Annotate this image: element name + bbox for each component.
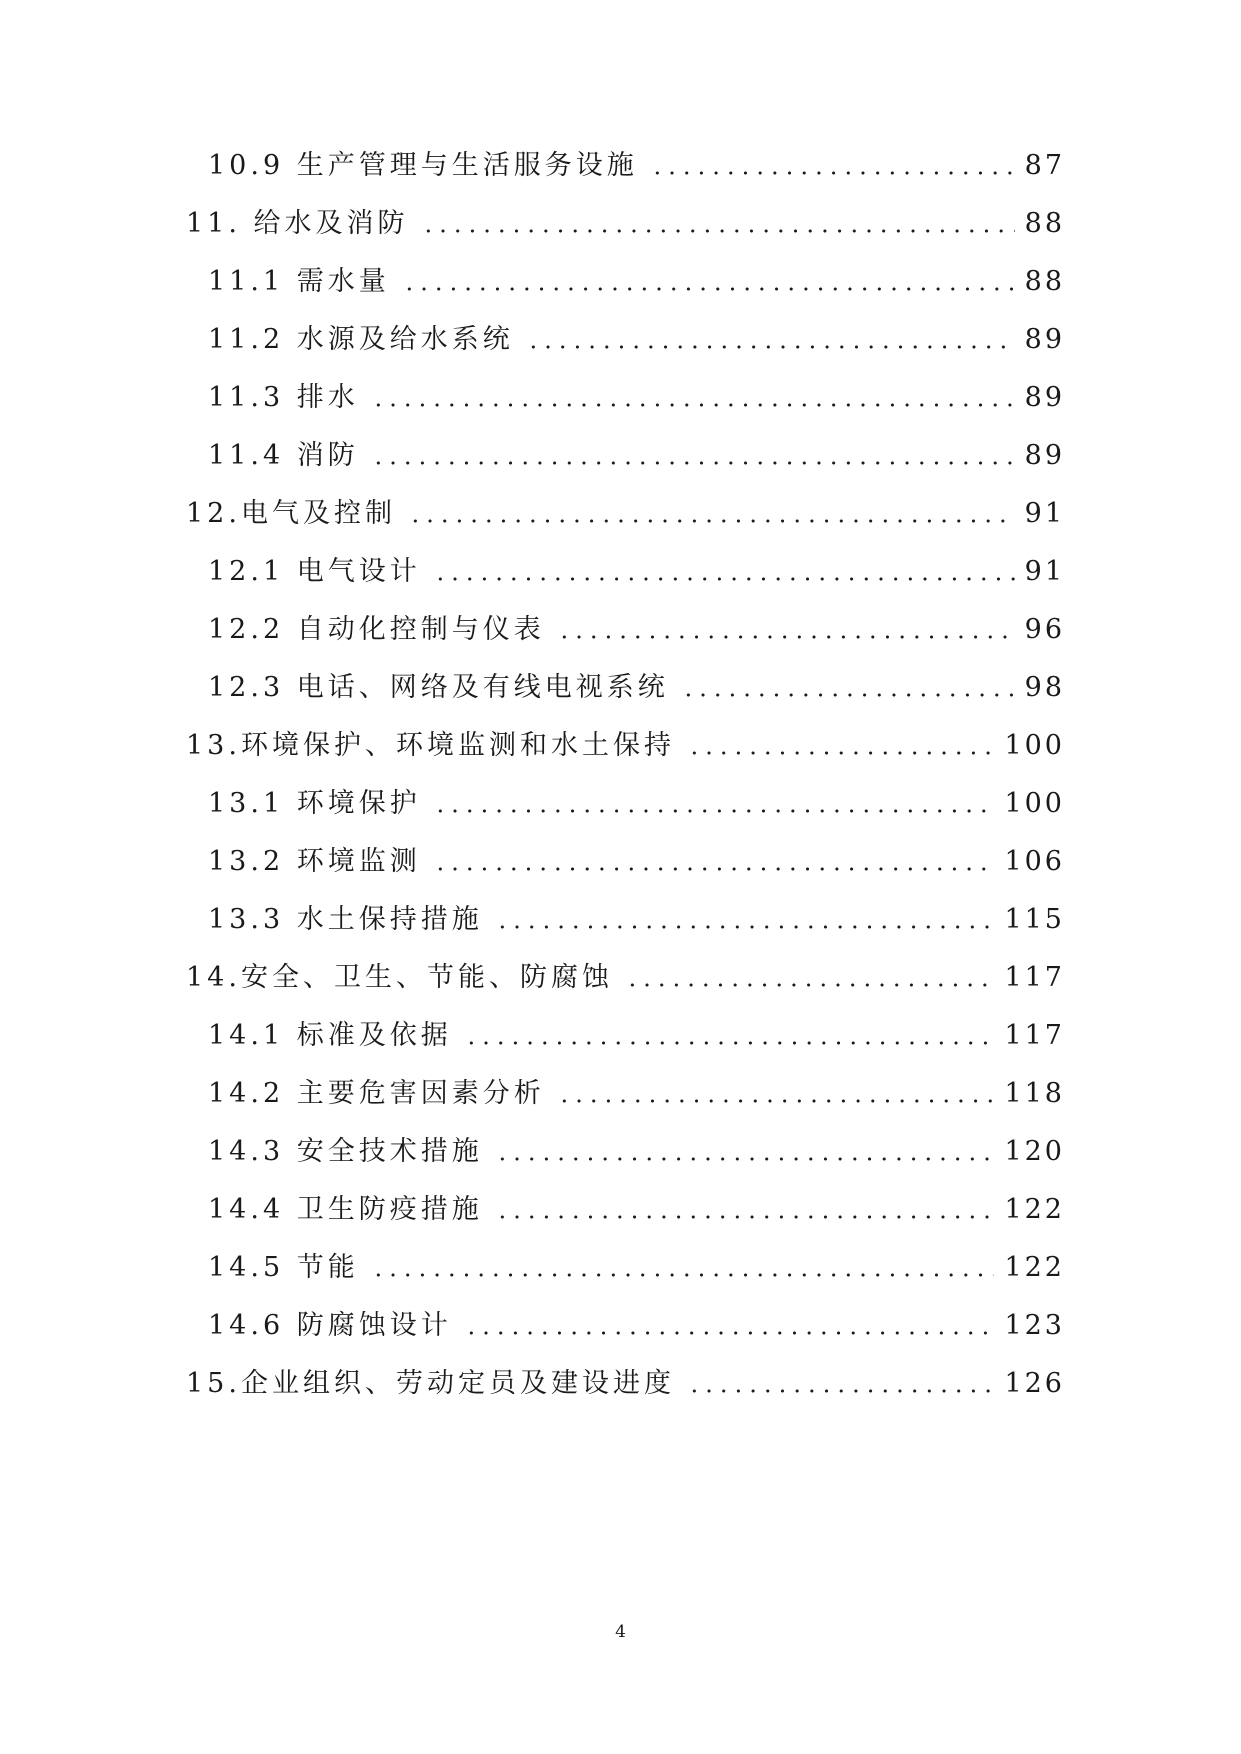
toc-entry[interactable]	[0, 262, 1241, 302]
toc-entry-title: 14.2 主要危害因素分析	[208, 1074, 551, 1114]
toc-entry[interactable]	[0, 610, 1241, 650]
toc-entry-title: 12.2 自动化控制与仪表	[208, 610, 551, 650]
toc-dot-leader	[495, 925, 995, 929]
toc-entry-title: 13.环境保护、环境监测和水土保持	[186, 726, 681, 766]
toc-entry[interactable]	[0, 1016, 1241, 1056]
toc-dot-leader	[625, 983, 995, 987]
toc-entry-page: 88	[1021, 262, 1065, 302]
toc-entry-page: 120	[1000, 1132, 1065, 1172]
toc-entry-page: 117	[1000, 958, 1065, 998]
toc-entry-page: 122	[1000, 1248, 1065, 1288]
toc-dot-leader	[557, 635, 1015, 639]
toc-entry-page: 91	[1021, 552, 1065, 592]
toc-entry-page: 115	[1000, 900, 1065, 940]
toc-dot-leader	[526, 345, 1015, 349]
toc-dot-leader	[433, 809, 995, 813]
toc-entry-title: 14.3 安全技术措施	[208, 1132, 489, 1172]
toc-entry-title: 13.1 环境保护	[208, 784, 427, 824]
toc-entry-title: 12.3 电话、网络及有线电视系统	[208, 668, 675, 708]
toc-entry[interactable]	[0, 726, 1241, 766]
toc-entry-page: 96	[1021, 610, 1065, 650]
toc-entry[interactable]	[0, 320, 1241, 360]
toc-dot-leader	[650, 171, 1015, 175]
toc-entry-title: 14.4 卫生防疫措施	[208, 1190, 489, 1230]
toc-dot-leader	[495, 1157, 995, 1161]
toc-entry-page: 89	[1021, 320, 1065, 360]
toc-dot-leader	[371, 1273, 995, 1277]
toc-dot-leader	[557, 1099, 995, 1103]
toc-entry-title: 14.5 节能	[208, 1248, 365, 1288]
toc-dot-leader	[402, 287, 1015, 291]
toc-entry[interactable]	[0, 842, 1241, 882]
toc-dot-leader	[371, 461, 1015, 465]
toc-entry-title: 13.3 水土保持措施	[208, 900, 489, 940]
toc-entry-page: 87	[1021, 146, 1065, 186]
toc-entry[interactable]	[0, 1132, 1241, 1172]
toc-entry-page: 91	[1021, 494, 1065, 534]
page-number: 4	[615, 1622, 626, 1642]
toc-entry[interactable]	[0, 552, 1241, 592]
toc-entry-page: 98	[1021, 668, 1065, 708]
toc-dot-leader	[433, 577, 1015, 581]
toc-dot-leader	[433, 867, 995, 871]
toc-entry[interactable]	[0, 784, 1241, 824]
toc-entry-title: 11.2 水源及给水系统	[208, 320, 520, 360]
toc-dot-leader	[371, 403, 1015, 407]
toc-entry[interactable]	[0, 494, 1241, 534]
toc-entry-page: 117	[1000, 1016, 1065, 1056]
toc-entry-page: 126	[1000, 1364, 1065, 1404]
toc-entry[interactable]	[0, 1364, 1241, 1404]
toc-entry-title: 11. 给水及消防	[186, 204, 415, 244]
toc-entry[interactable]	[0, 146, 1241, 186]
toc-entry-title: 14.安全、卫生、节能、防腐蚀	[186, 958, 619, 998]
toc-entry-title: 11.4 消防	[208, 436, 365, 476]
toc-entry-title: 10.9 生产管理与生活服务设施	[208, 146, 644, 186]
toc-entry[interactable]	[0, 204, 1241, 244]
toc-entry[interactable]	[0, 1190, 1241, 1230]
toc-entry-title: 15.企业组织、劳动定员及建设进度	[186, 1364, 681, 1404]
toc-entry[interactable]	[0, 668, 1241, 708]
toc-entry-title: 14.6 防腐蚀设计	[208, 1306, 458, 1346]
toc-entry-page: 118	[1000, 1074, 1065, 1114]
toc-entry[interactable]	[0, 958, 1241, 998]
toc-entry-title: 12.1 电气设计	[208, 552, 427, 592]
toc-entry-title: 11.1 需水量	[208, 262, 396, 302]
toc-dot-leader	[421, 229, 1015, 233]
toc-dot-leader	[687, 751, 995, 755]
toc-entry[interactable]	[0, 378, 1241, 418]
toc-entry-title: 13.2 环境监测	[208, 842, 427, 882]
toc-entry-page: 88	[1021, 204, 1065, 244]
toc-dot-leader	[495, 1215, 995, 1219]
toc-entry[interactable]	[0, 436, 1241, 476]
toc-entry[interactable]	[0, 900, 1241, 940]
toc-entry-page: 89	[1021, 436, 1065, 476]
toc-entry-title: 14.1 标准及依据	[208, 1016, 458, 1056]
toc-entry[interactable]	[0, 1248, 1241, 1288]
toc-entry[interactable]	[0, 1306, 1241, 1346]
toc-entry-page: 100	[1000, 726, 1065, 766]
toc-entry-page: 122	[1000, 1190, 1065, 1230]
toc-entry-page: 106	[1000, 842, 1065, 882]
toc-entry-page: 123	[1000, 1306, 1065, 1346]
toc-entry-page: 100	[1000, 784, 1065, 824]
toc-dot-leader	[681, 693, 1015, 697]
toc-dot-leader	[464, 1331, 995, 1335]
toc-entry-page: 89	[1021, 378, 1065, 418]
toc-entry[interactable]	[0, 1074, 1241, 1114]
toc-entry-title: 12.电气及控制	[186, 494, 402, 534]
toc-dot-leader	[408, 519, 1015, 523]
toc-entry-title: 11.3 排水	[208, 378, 365, 418]
toc-dot-leader	[464, 1041, 995, 1045]
toc-dot-leader	[687, 1389, 995, 1393]
